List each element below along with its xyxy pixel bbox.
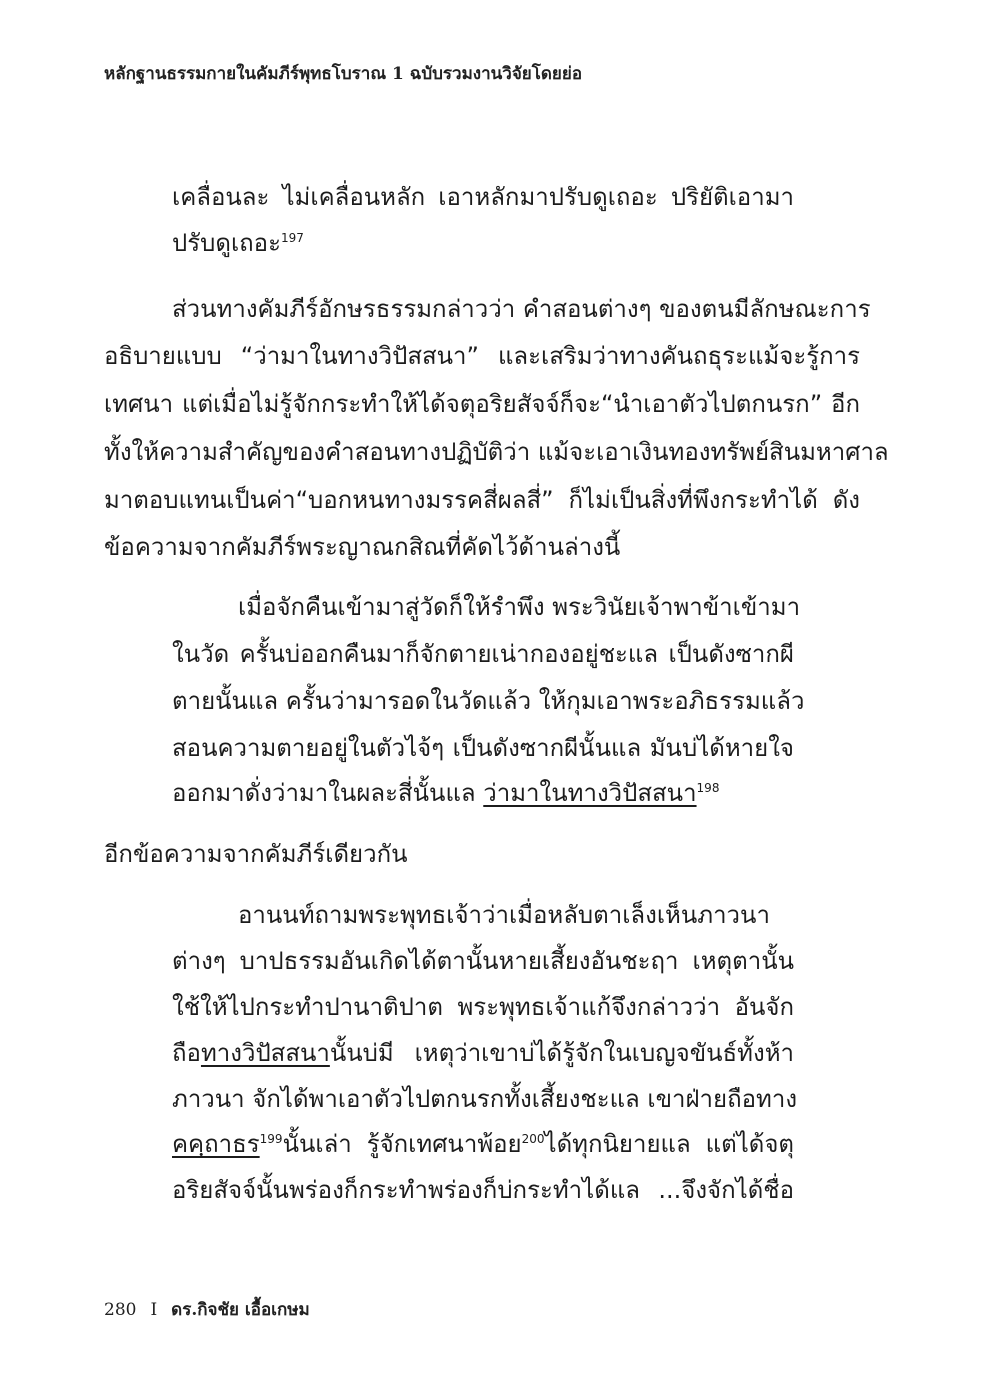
para1-line-2: อธิบายแบบ “ว่ามาในทางวิปัสสนา” และเสริมว่าทางคันถธุระแม้จะรู้การ — [104, 342, 860, 370]
quote3-line-2: ต่างๆ บาปธรรมอันเกิดได้ตานั้นหายเสี้ยงอันชะฤา เหตุตานั้น — [172, 947, 794, 975]
para1-line-6: ข้อความจากคัมภีร์พระญาณกสิณที่คัดไว้ด้านล่างนี้ — [104, 533, 621, 561]
para1-line-4: ทั้งให้ความสำคัญของคำสอนทางปฏิบัติว่า แม้จะเอาเงินทองทรัพย์สินมหาศาล — [104, 438, 889, 466]
footnote-ref-199: 199 — [259, 1132, 283, 1146]
quote2-line-4: สอนความตายอยู่ในตัวไจ้ๆ เป็นดังซากผีนั้นแล มันบ่ได้หายใจ — [172, 734, 794, 762]
quote2-line-5 — [172, 777, 794, 809]
quote3-l4-post: นั้นบ่มี เหตุว่าเขาบ่ได้รู้จักในเบญจขันธ์ทั้งห้า — [329, 1039, 794, 1067]
para1-line-1: ส่วนทางคัมภีร์อักษรธรรมกล่าวว่า คำสอนต่างๆ ของตนมีลักษณะการ — [172, 295, 871, 323]
quote3-l6-post: ได้ทุกนิยายแล แต่ได้จตุ — [544, 1130, 794, 1158]
para1-line-5: มาตอบแทนเป็นค่า“บอกหนทางมรรคสี่ผลสี่” ก็ไม่เป็นสิ่งที่พึงกระทำได้ ดัง — [104, 486, 860, 514]
quote3-l4-pre: ถือ — [172, 1039, 201, 1067]
quote3-line-1: อานนท์ถามพระพุทธเจ้าว่าเมื่อหลับตาเล็งเห็นภาวนา — [238, 901, 770, 929]
quote3-line-7: อริยสัจจ์นั้นพร่องก็กระทำพร่องก็บ่กระทำได้แล ...จึงจักได้ชื่อ — [172, 1176, 794, 1204]
quote2-underlined-phrase: ว่ามาในทางวิปัสสนา — [483, 779, 697, 807]
quote3-line-4 — [172, 1037, 794, 1069]
quote2-line-3: ตายนั้นแล ครั้นว่ามารอดในวัดแล้ว ให้กุมเอาพระอภิธรรมแล้ว — [172, 687, 805, 715]
para2-line: อีกข้อความจากคัมภีร์เดียวกัน — [104, 840, 408, 868]
footer-separator: I — [150, 1300, 158, 1320]
quote3-l6-mid: นั้นเล่า รู้จักเทศนาพ้อย — [282, 1130, 522, 1158]
page-number: 280 — [104, 1300, 137, 1320]
quote3-l4-underlined: ทางวิปัสสนา — [200, 1039, 330, 1067]
quote1-text: ปรับดูเถอะ — [172, 229, 281, 257]
quote1-line-2 — [172, 227, 794, 259]
para1-line-3: เทศนา แต่เมื่อไม่รู้จักกระทำให้ได้จตุอริยสัจจ์ก็จะ“นำเอาตัวไปตกนรก” อีก — [104, 390, 860, 418]
footer-author: ดร.กิจชัย เอื้อเกษม — [171, 1300, 310, 1320]
quote3-l6-underlined: คคฺถาธร — [172, 1130, 260, 1158]
quote3-line-5: ภาวนา จักได้พาเอาตัวไปตกนรกทั้งเสี้ยงชะแล เขาฝ่ายถือทาง — [172, 1085, 798, 1113]
footnote-ref-200: 200 — [521, 1132, 545, 1146]
quote2-line-1: เมื่อจักคืนเข้ามาสู่วัดก็ให้รำพึง พระวินัยเจ้าพาข้าเข้ามา — [238, 593, 801, 621]
running-header: หลักฐานธรรมกายในคัมภีร์พุทธโบราณ 1 ฉบับรวมงานวิจัยโดยย่อ — [104, 64, 583, 84]
quote1-line-1: เคลื่อนละ ไม่เคลื่อนหลัก เอาหลักมาปรับดูเถอะ ปริยัติเอามา — [172, 183, 794, 211]
quote2-last-text: ออกมาดั่งว่ามาในผละสี่นั้นแล — [172, 779, 484, 807]
footnote-ref-198: 198 — [696, 781, 720, 795]
quote3-line-3: ใช้ให้ไปกระทำปานาติปาต พระพุทธเจ้าแก้จึงกล่าวว่า อันจัก — [172, 993, 794, 1021]
quote3-line-6 — [172, 1128, 794, 1160]
page-footer — [104, 1296, 310, 1323]
footnote-ref-197: 197 — [280, 231, 304, 245]
quote2-line-2: ในวัด ครั้นบ่ออกคืนมาก็จักตายเน่ากองอยู่ชะแล เป็นดังซากผี — [172, 640, 794, 668]
